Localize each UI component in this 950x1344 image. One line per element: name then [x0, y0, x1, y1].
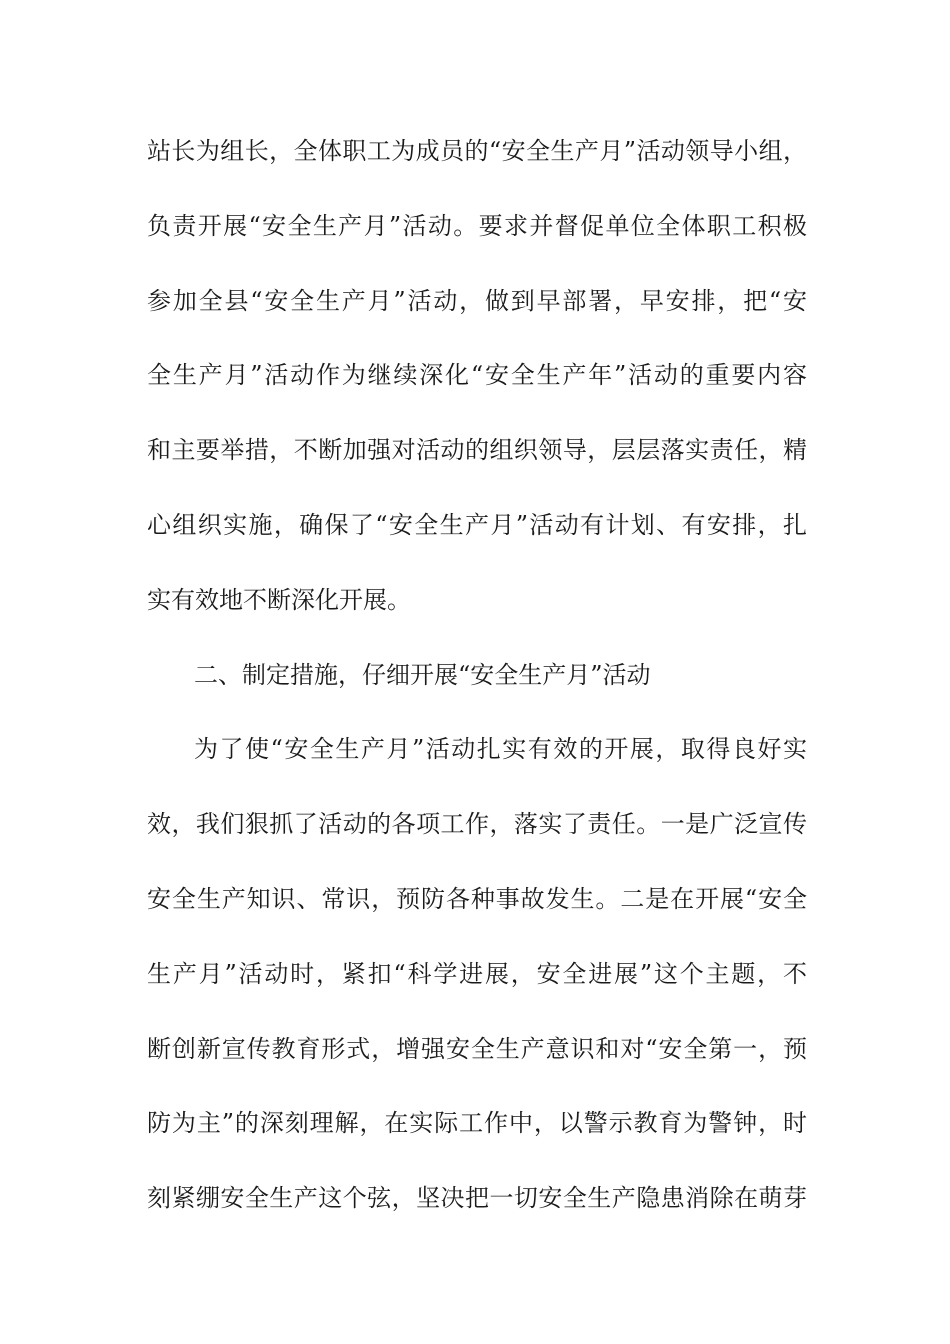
paragraph-line: 站长为组长，全体职工为成员的“安全生产月”活动领导小组， — [147, 137, 807, 165]
paragraph-line: 为了使“安全生产月”活动扎实有效的开展，取得良好实 — [194, 735, 807, 763]
paragraph-line: 实有效地不断深化开展。 — [147, 586, 411, 614]
section-heading: 二、制定措施，仔细开展“安全生产月”活动 — [194, 661, 651, 689]
paragraph-line: 防为主”的深刻理解，在实际工作中，以警示教育为警钟，时 — [147, 1109, 807, 1137]
paragraph-line: 刻紧绷安全生产这个弦，坚决把一切安全生产隐患消除在萌芽 — [147, 1184, 807, 1212]
paragraph-line: 断创新宣传教育形式，增强安全生产意识和对“安全第一，预 — [147, 1035, 807, 1063]
paragraph-line: 参加全县“安全生产月”活动，做到早部署，早安排，把“安 — [147, 287, 807, 315]
paragraph-line: 生产月”活动时，紧扣“科学进展，安全进展”这个主题，不 — [147, 960, 807, 988]
paragraph-line: 负责开展“安全生产月”活动。要求并督促单位全体职工积极 — [147, 212, 807, 240]
paragraph-line: 效，我们狠抓了活动的各项工作，落实了责任。一是广泛宣传 — [147, 810, 807, 838]
paragraph-line: 和主要举措，不断加强对活动的组织领导，层层落实责任，精 — [147, 436, 807, 464]
paragraph-line: 全生产月”活动作为继续深化“安全生产年”活动的重要内容 — [147, 361, 807, 389]
paragraph-line: 安全生产知识、常识，预防各种事故发生。二是在开展“安全 — [147, 885, 807, 913]
paragraph-line: 心组织实施，确保了“安全生产月”活动有计划、有安排，扎 — [147, 511, 807, 539]
